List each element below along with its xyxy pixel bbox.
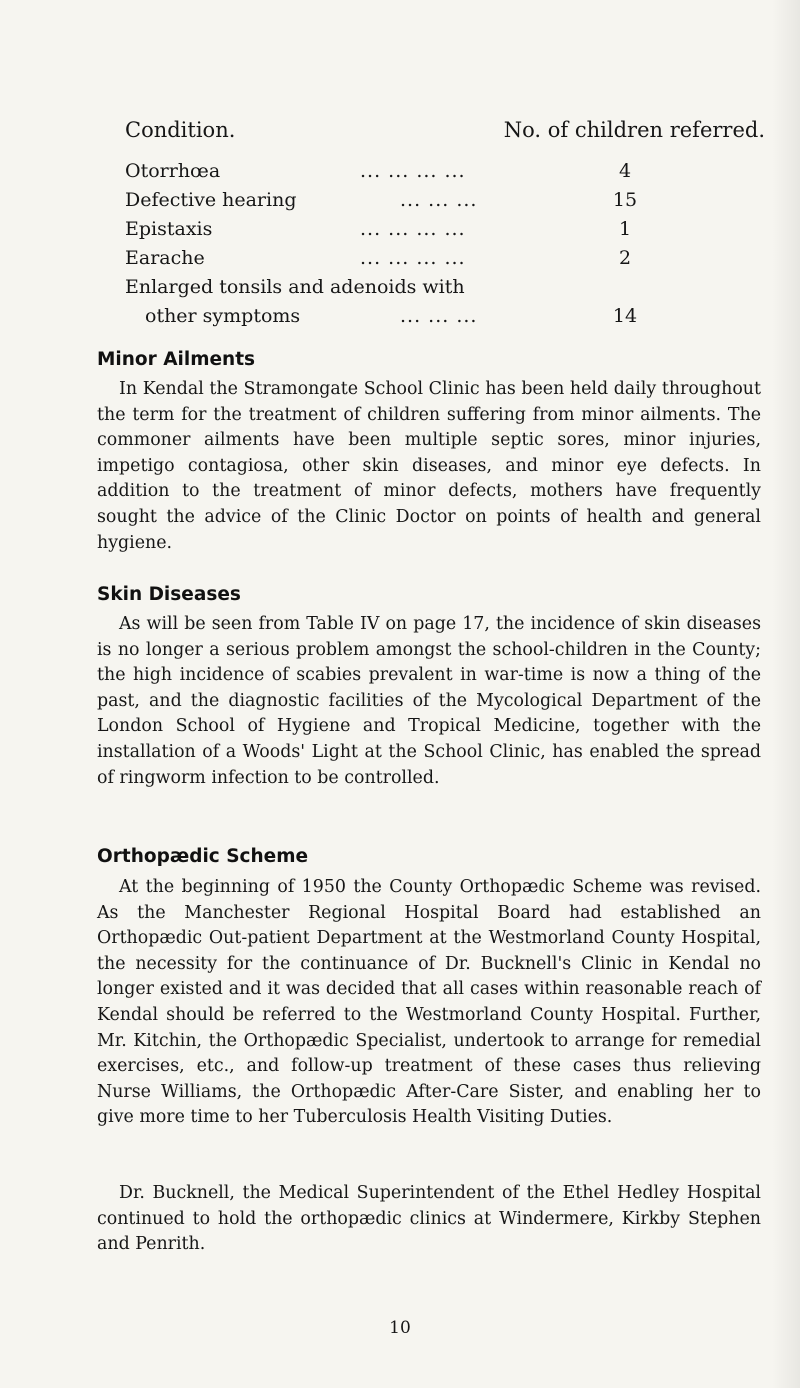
section-paragraph: In Kendal the Stramongate School Clinic has been held daily throughout the term for the treatment of children suffering from minor ailments. The commoner ailments have been multiple septic sores, minor injuries, impetigo contagiosa, other skin diseases, and minor eye defects. In addition to the treatment of minor defects, mothers have frequently sought the advice of the Clinic Doctor on points of health and general hygiene. (97, 379, 761, 553)
condition-cell: other symptoms (145, 305, 301, 327)
condition-cell: Otorrhœa (125, 160, 221, 182)
scan-edge-shadow (772, 0, 800, 1388)
count-cell: 15 (612, 189, 638, 211)
table-row (125, 218, 645, 246)
table-header (125, 118, 765, 152)
column-header-condition: Condition. (125, 118, 236, 142)
count-cell: 4 (618, 160, 632, 182)
count-cell: 2 (618, 247, 632, 269)
table-row (125, 160, 645, 188)
condition-cell: Earache (125, 247, 205, 269)
table-row (125, 305, 645, 333)
leader-dots: ... ... ... (400, 305, 478, 327)
table-row (125, 189, 645, 217)
table-row (125, 247, 645, 275)
column-header-count: No. of children referred. (503, 118, 765, 142)
condition-cell: Epistaxis (125, 218, 213, 240)
count-cell: 14 (612, 305, 638, 327)
section-heading: Orthopædic Scheme (97, 846, 309, 867)
section-paragraph: Dr. Bucknell, the Medical Superintendent of the Ethel Hedley Hospital continued to hold the orthopædic clinics at Windermere, Kirkby Stephen and Penrith. (97, 1183, 761, 1255)
condition-cell: Defective hearing (125, 189, 297, 211)
section-paragraph: At the beginning of 1950 the County Orthopædic Scheme was revised. As the Manchester Regional Hospital Board had established an Orthopædic Out-patient Department at the Westmorland County Hospital, the necessity for the continuance of Dr. Bucknell's Clinic in Kendal no longer existed and it was decided that all cases within reasonable reach of Kendal should be referred to the Westmorland County Hospital. Further, Mr. Kitchin, the Orthopædic Specialist, undertook to arrange for remedial exercises, etc., and follow-up treatment of these cases thus relieving Nurse Williams, the Orthopædic After-Care Sister, and enabling her to give more time to her Tuberculosis Health Visiting Duties. (97, 877, 761, 1128)
count-cell: 1 (618, 218, 632, 240)
leader-dots: ... ... ... ... (360, 247, 466, 269)
section-heading: Skin Diseases (97, 584, 241, 605)
table-row (125, 276, 645, 304)
section-paragraph: As will be seen from Table IV on page 17, the incidence of skin diseases is no longer a serious problem amongst the school-children in the County; the high incidence of scabies prevalent in war-time is now a thing of the past, and the diagnostic facilities of the Mycological Department of the London School of Hygiene and Tropical Medicine, together with the installation of a Woods' Light at the School Clinic, has enabled the spread of ringworm infection to be controlled. (97, 614, 761, 788)
leader-dots: ... ... ... ... (360, 218, 466, 240)
page-number: 10 (389, 1318, 411, 1338)
condition-cell: Enlarged tonsils and adenoids with (125, 276, 465, 298)
leader-dots: ... ... ... ... (360, 160, 466, 182)
section-heading: Minor Ailments (97, 349, 256, 370)
leader-dots: ... ... ... (400, 189, 478, 211)
